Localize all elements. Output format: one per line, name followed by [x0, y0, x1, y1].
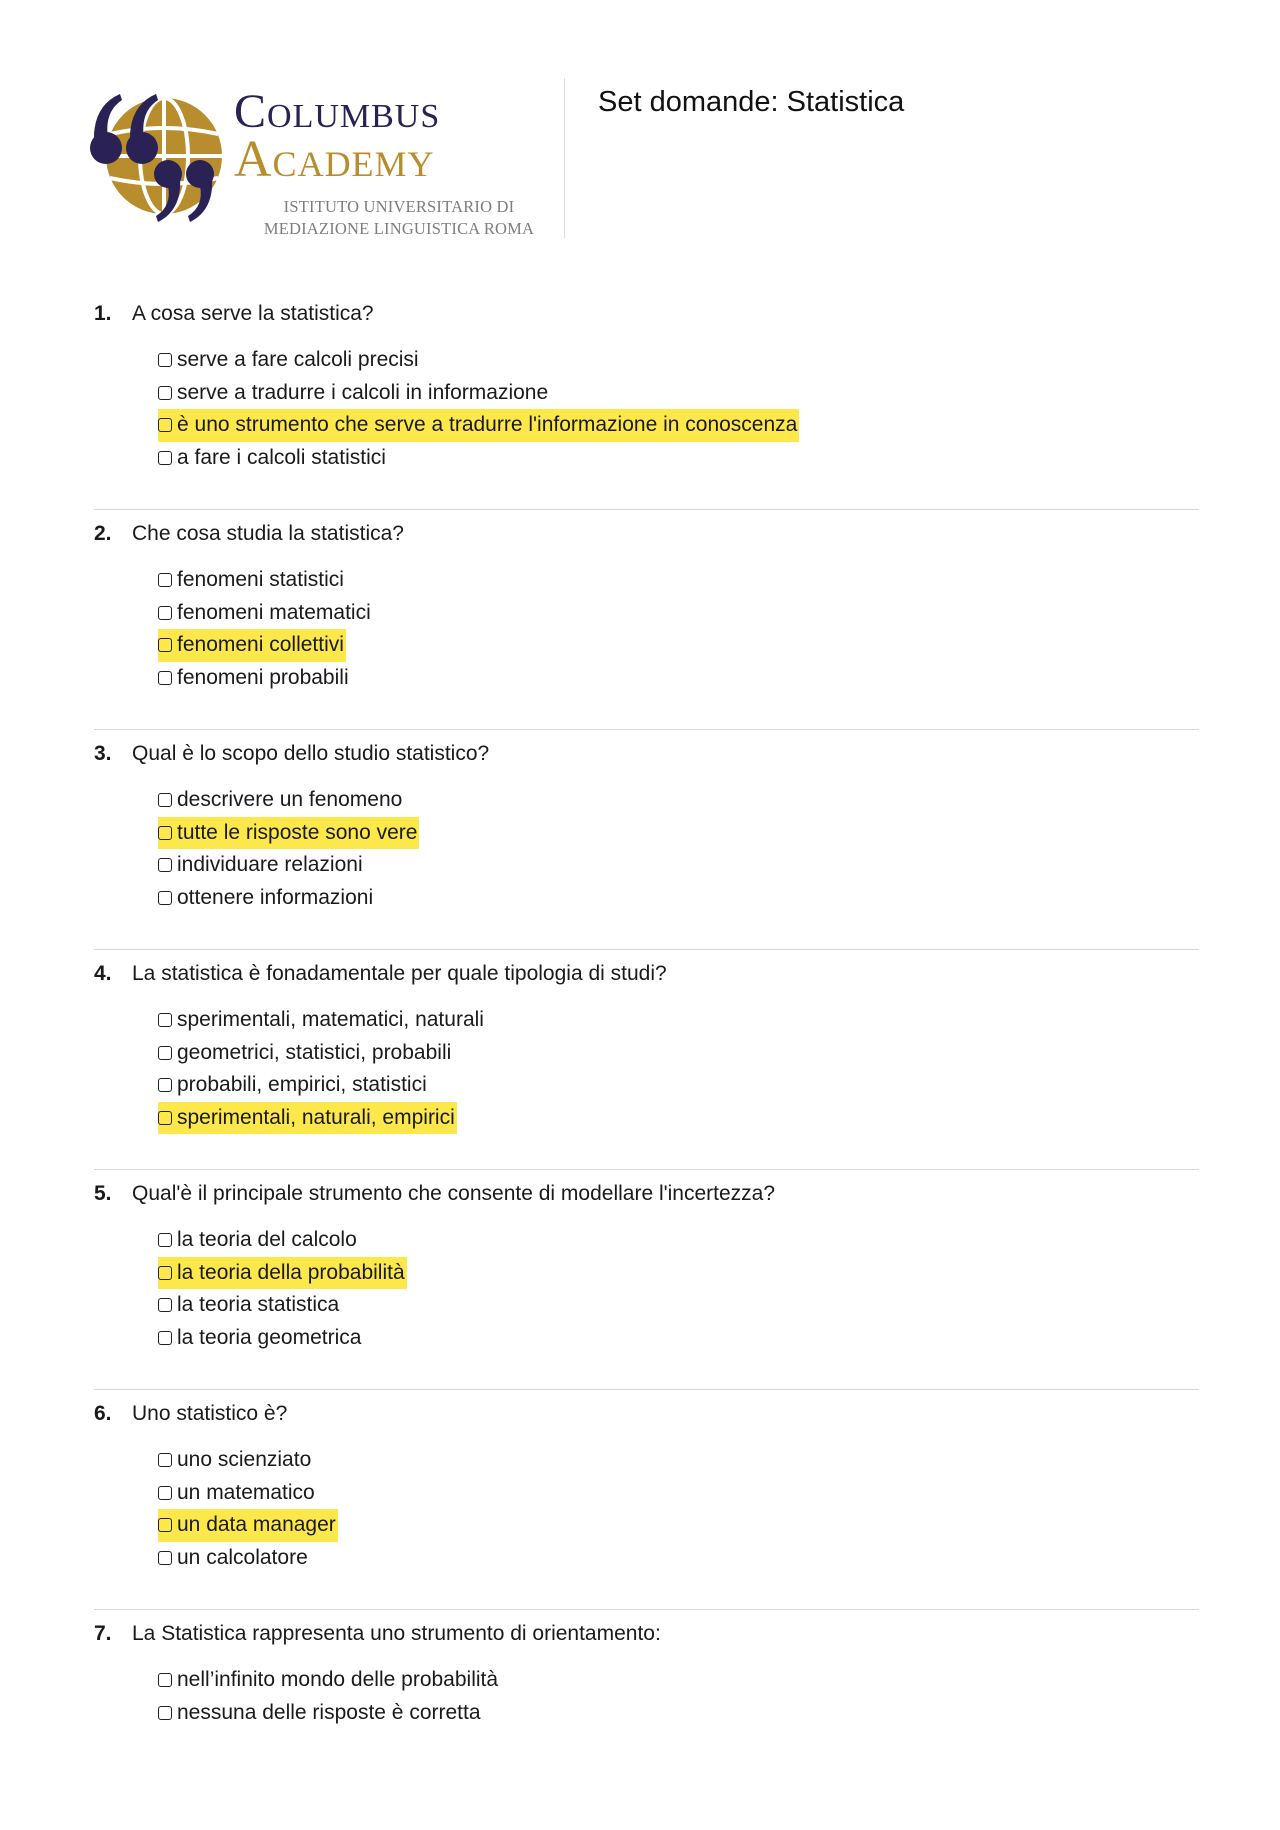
answer-option-label: sperimentali, matematici, naturali [177, 1008, 484, 1031]
answer-option-content [158, 1069, 429, 1102]
answer-option[interactable] [158, 1697, 1199, 1730]
answer-option-content [158, 597, 373, 630]
question-text: Uno statistico è? [132, 1402, 288, 1425]
question-block [94, 510, 1199, 730]
answer-option[interactable] [158, 849, 1199, 882]
checkbox-icon[interactable] [158, 671, 172, 685]
checkbox-icon[interactable] [158, 386, 172, 400]
answer-option[interactable] [158, 1037, 1199, 1070]
question-text: Che cosa studia la statistica? [132, 522, 404, 545]
answer-option[interactable] [158, 662, 1199, 695]
answer-options [94, 344, 1199, 474]
answer-option[interactable] [158, 597, 1199, 630]
answer-option-label: individuare relazioni [177, 853, 363, 876]
answer-option-content [158, 1509, 338, 1542]
question-text: Qual è lo scopo dello studio statistico? [132, 742, 490, 765]
question-header [94, 518, 1199, 550]
question-block [94, 290, 1199, 510]
question-list [94, 290, 1199, 1830]
answer-options [94, 1444, 1199, 1574]
answer-option[interactable] [158, 1289, 1199, 1322]
answer-option-label: uno scienziato [177, 1448, 312, 1471]
answer-option[interactable] [158, 564, 1199, 597]
page-title: Set domande: Statistica [598, 86, 905, 118]
answer-option-content [158, 1224, 359, 1257]
answer-options [94, 1224, 1199, 1354]
answer-option-content [158, 1664, 500, 1697]
answer-option-label: nell’infinito mondo delle probabilità [177, 1668, 499, 1691]
answer-option-label: un matematico [177, 1480, 315, 1504]
question-block [94, 1390, 1199, 1610]
answer-option-label: serve a tradurre i calcoli in informazione [177, 380, 549, 404]
page-header [84, 78, 1199, 238]
answer-option-label: la teoria della probabilità [177, 1260, 405, 1284]
answer-option[interactable] [158, 1069, 1199, 1102]
answer-option-content [158, 1289, 341, 1322]
answer-option-label: è uno strumento che serve a tradurre l'informazione in conoscenza [177, 413, 798, 436]
answer-option-content [158, 817, 419, 850]
answer-option-content [158, 1444, 313, 1477]
checkbox-icon[interactable] [158, 1331, 172, 1345]
answer-option[interactable] [158, 1542, 1199, 1575]
checkbox-icon[interactable] [158, 891, 172, 905]
answer-option-content [158, 1477, 317, 1510]
answer-option[interactable] [158, 1224, 1199, 1257]
checkbox-icon[interactable] [158, 451, 172, 465]
answer-option-label: la teoria statistica [177, 1293, 340, 1316]
question-number: 1. [94, 302, 112, 325]
checkbox-icon[interactable] [158, 638, 172, 652]
checkbox-icon[interactable] [158, 1046, 172, 1060]
checkbox-icon[interactable] [158, 1551, 172, 1565]
checkbox-icon[interactable] [158, 1453, 172, 1467]
answer-option[interactable] [158, 1664, 1199, 1697]
answer-option-content [158, 784, 404, 817]
answer-option-content [158, 1102, 457, 1135]
checkbox-icon[interactable] [158, 1266, 172, 1280]
answer-option-correct[interactable] [158, 409, 1199, 442]
answer-option-label: un calcolatore [177, 1545, 308, 1569]
answer-option-label: fenomeni collettivi [177, 633, 344, 656]
logo-text [234, 78, 564, 240]
checkbox-icon[interactable] [158, 858, 172, 872]
answer-option-label: fenomeni matematici [177, 600, 371, 624]
question-header [94, 958, 1199, 990]
answer-option-label: fenomeni probabili [177, 665, 349, 689]
answer-option-content [158, 629, 346, 662]
answer-option-content [158, 377, 550, 410]
answer-option-content [158, 1004, 486, 1037]
answer-option[interactable] [158, 1444, 1199, 1477]
answer-option-content [158, 344, 421, 377]
question-number: 7. [94, 1622, 112, 1645]
checkbox-icon[interactable] [158, 418, 172, 432]
answer-option-label: la teoria del calcolo [177, 1228, 357, 1251]
answer-option-label: serve a fare calcoli precisi [177, 348, 419, 371]
columbus-academy-logo [84, 78, 564, 238]
answer-option-label: la teoria geometrica [177, 1325, 362, 1349]
answer-option-label: geometrici, statistici, probabili [177, 1040, 452, 1064]
answer-option[interactable] [158, 882, 1199, 915]
question-number: 4. [94, 962, 112, 985]
answer-option-correct[interactable] [158, 817, 1199, 850]
answer-option-content [158, 662, 351, 695]
question-text: La Statistica rappresenta uno strumento di orientamento: [132, 1622, 661, 1645]
answer-options [94, 564, 1199, 694]
checkbox-icon[interactable] [158, 353, 172, 367]
answer-option-correct[interactable] [158, 1257, 1199, 1290]
answer-option-content [158, 849, 365, 882]
answer-option-content [158, 564, 346, 597]
answer-option-correct[interactable] [158, 1102, 1199, 1135]
logo-wordmark-academy: Academy [234, 131, 435, 188]
question-number: 6. [94, 1402, 112, 1425]
answer-option-label: ottenere informazioni [177, 885, 374, 909]
answer-option-content [158, 882, 375, 915]
answer-option-correct[interactable] [158, 629, 1199, 662]
answer-options [94, 1664, 1199, 1729]
checkbox-icon[interactable] [158, 826, 172, 840]
answer-option[interactable] [158, 377, 1199, 410]
logo-subtitle [234, 196, 564, 240]
answer-option-content [158, 1542, 310, 1575]
answer-option-label: sperimentali, naturali, empirici [177, 1105, 455, 1129]
question-block [94, 950, 1199, 1170]
answer-option[interactable] [158, 1322, 1199, 1355]
checkbox-icon[interactable] [158, 793, 172, 807]
question-text: La statistica è fonadamentale per quale tipologia di studi? [132, 962, 667, 985]
answer-option-correct[interactable] [158, 1509, 1199, 1542]
checkbox-icon[interactable] [158, 1078, 172, 1092]
logo-subtitle-line2: MEDIAZIONE LINGUISTICA ROMA [263, 219, 535, 238]
question-block [94, 730, 1199, 950]
question-header [94, 1618, 1199, 1650]
question-number: 3. [94, 742, 112, 765]
logo-globe-quotes-icon [84, 86, 224, 226]
answer-options [94, 784, 1199, 914]
question-block [94, 1170, 1199, 1390]
answer-option-label: a fare i calcoli statistici [177, 445, 386, 469]
checkbox-icon[interactable] [158, 1298, 172, 1312]
question-header [94, 738, 1199, 770]
answer-option[interactable] [158, 784, 1199, 817]
checkbox-icon[interactable] [158, 606, 172, 620]
checkbox-icon[interactable] [158, 1013, 172, 1027]
checkbox-icon[interactable] [158, 1706, 172, 1720]
answer-option[interactable] [158, 1477, 1199, 1510]
question-text: A cosa serve la statistica? [132, 302, 374, 325]
answer-option-label: probabili, empirici, statistici [177, 1073, 427, 1096]
checkbox-icon[interactable] [158, 1233, 172, 1247]
question-number: 2. [94, 522, 112, 545]
answer-option[interactable] [158, 1004, 1199, 1037]
answer-option-label: nessuna delle risposte è corretta [177, 1700, 481, 1724]
answer-option-label: descrivere un fenomeno [177, 788, 403, 811]
answer-option-content [158, 1257, 407, 1290]
question-number: 5. [94, 1182, 112, 1205]
answer-option[interactable] [158, 442, 1199, 475]
answer-option-label: fenomeni statistici [177, 568, 344, 591]
answer-option-content [158, 1697, 483, 1730]
answer-option-content [158, 409, 799, 442]
checkbox-icon[interactable] [158, 1486, 172, 1500]
answer-options [94, 1004, 1199, 1134]
logo-subtitle-line1: ISTITUTO UNIVERSITARIO DI [283, 197, 515, 216]
answer-option-content [158, 442, 388, 475]
question-text: Qual'è il principale strumento che consente di modellare l'incertezza? [132, 1182, 776, 1205]
checkbox-icon[interactable] [158, 1111, 172, 1125]
checkbox-icon[interactable] [158, 573, 172, 587]
answer-option-label: tutte le risposte sono vere [177, 820, 418, 844]
answer-option-content [158, 1322, 363, 1355]
question-header [94, 1178, 1199, 1210]
question-header [94, 1398, 1199, 1430]
header-divider [564, 78, 565, 238]
answer-option-content [158, 1037, 453, 1070]
logo-wordmark-columbus: Columbus [234, 85, 441, 138]
checkbox-icon[interactable] [158, 1673, 172, 1687]
question-header [94, 298, 1199, 330]
answer-option[interactable] [158, 344, 1199, 377]
checkbox-icon[interactable] [158, 1518, 172, 1532]
question-block [94, 1610, 1199, 1830]
answer-option-label: un data manager [177, 1513, 336, 1536]
